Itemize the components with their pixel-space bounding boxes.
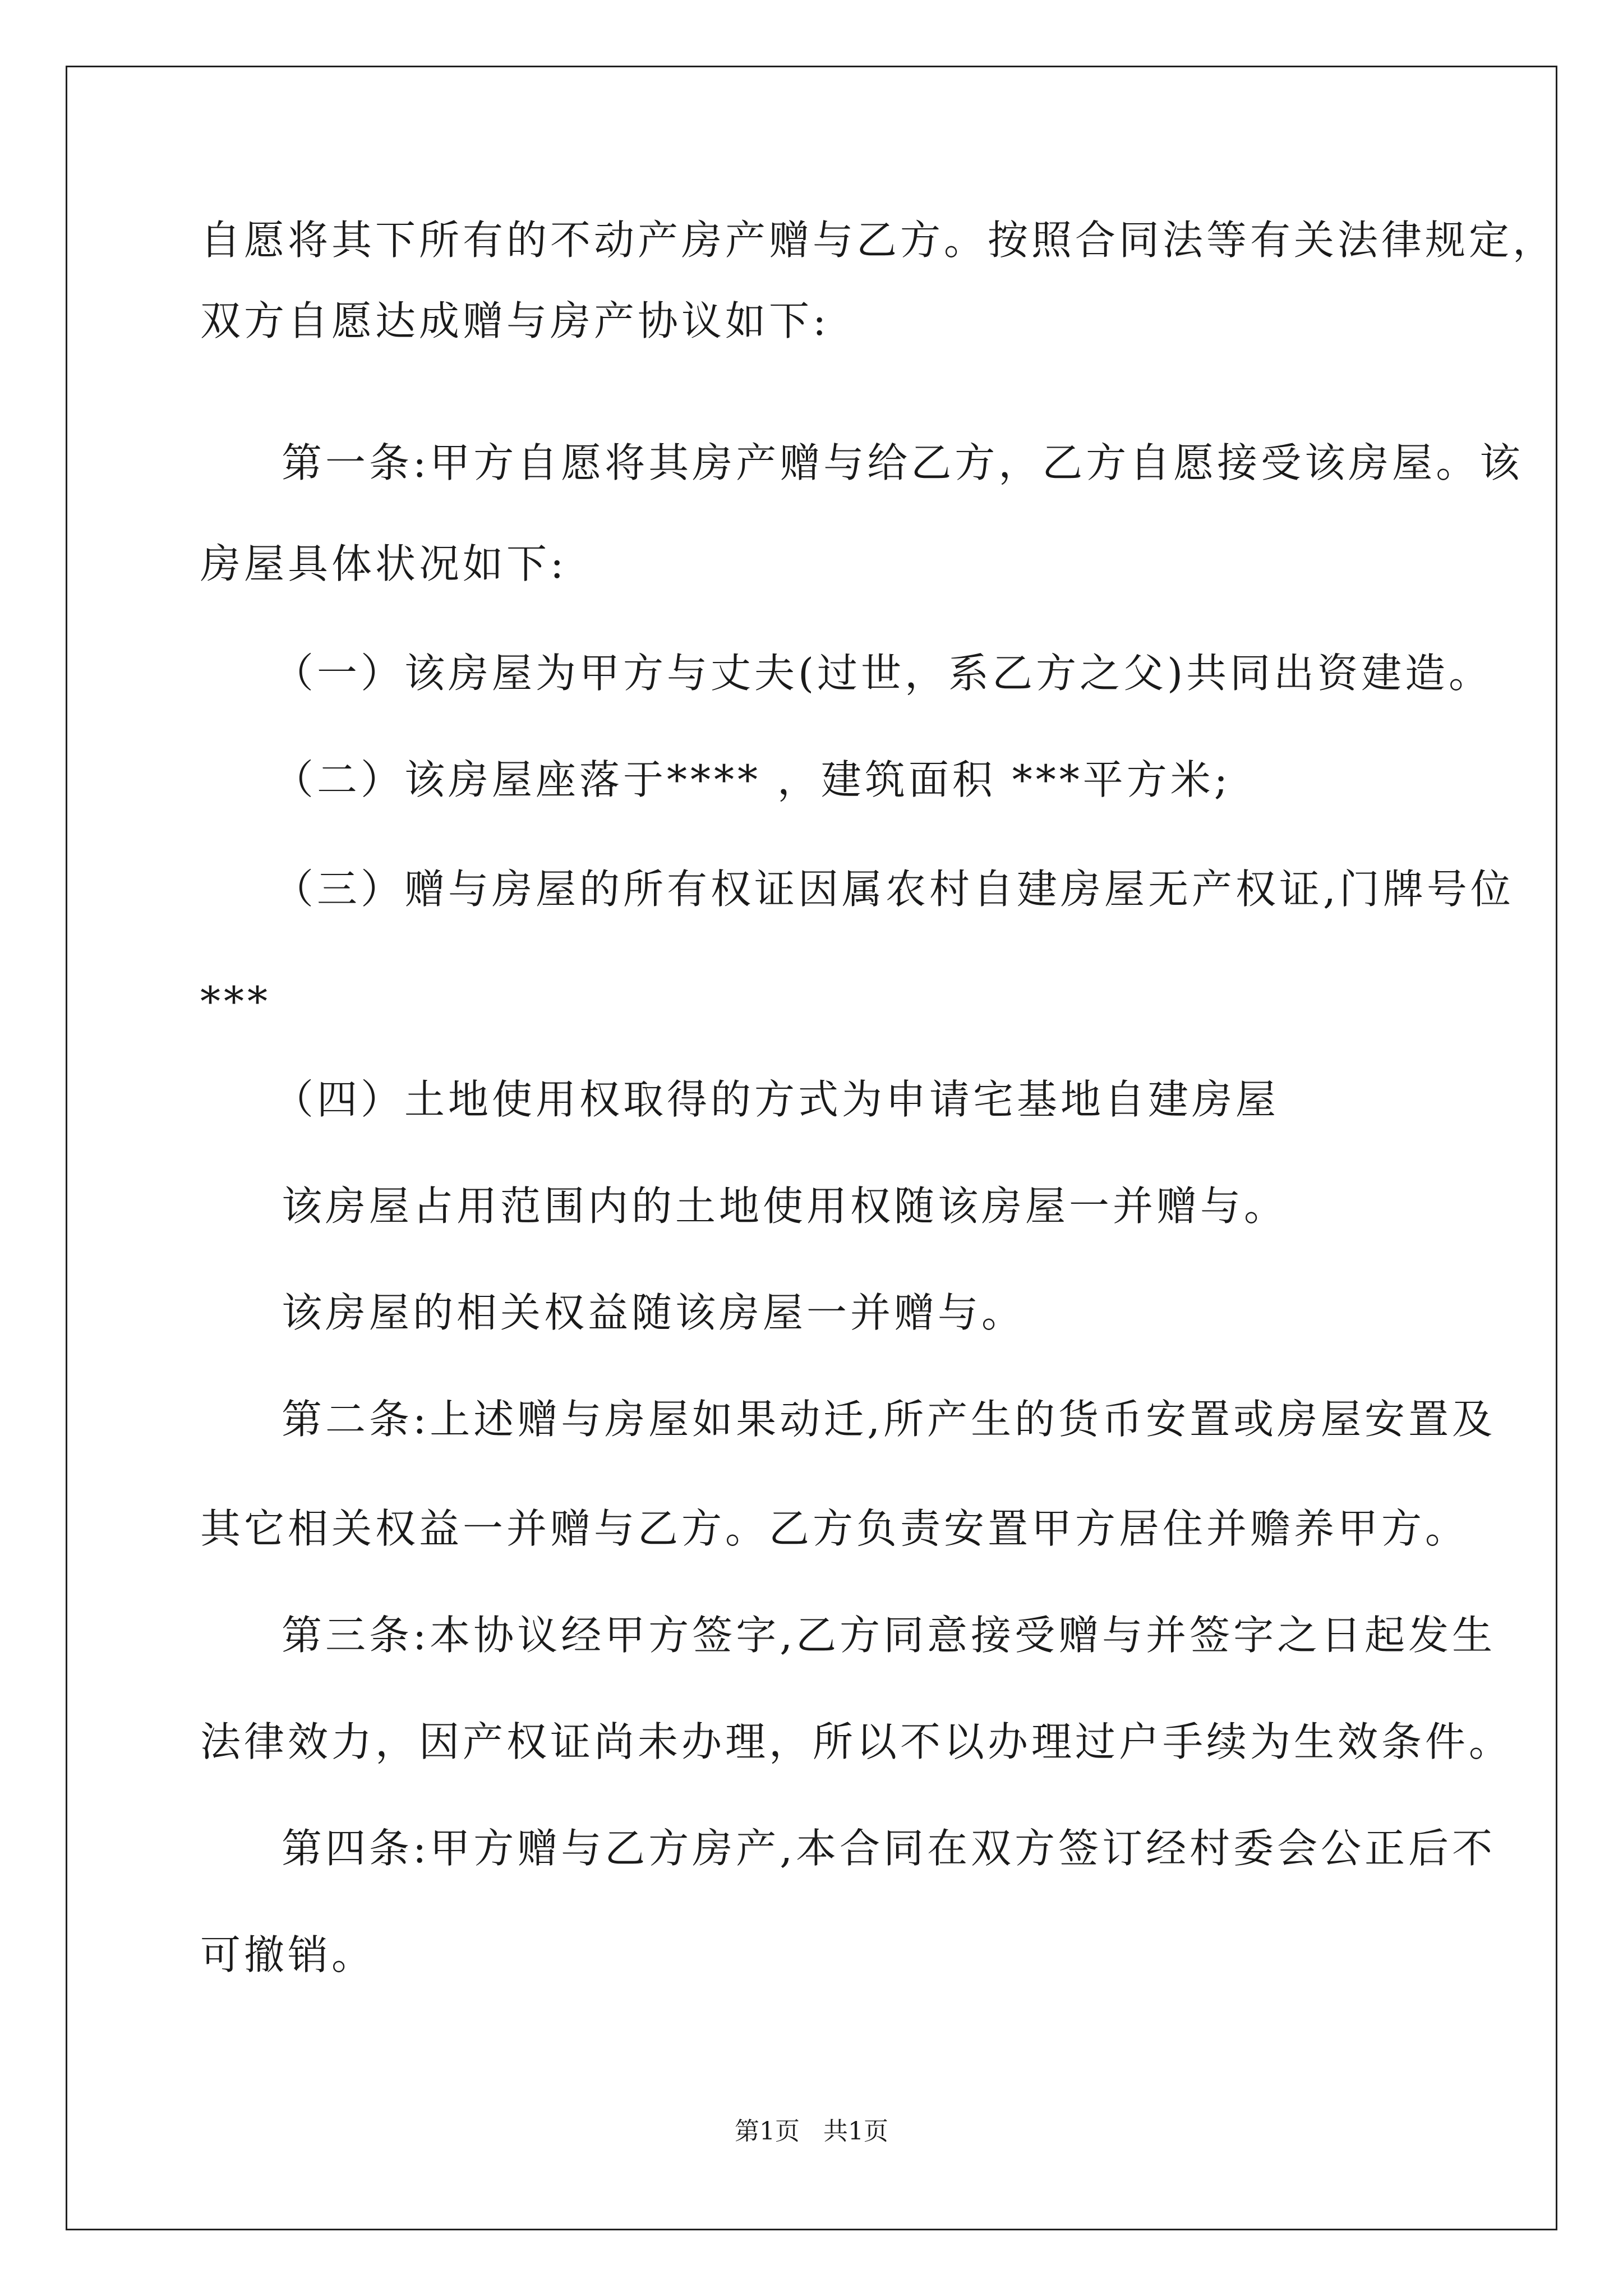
text-line: *** <box>200 978 271 1025</box>
text-line: 双方自愿达成赠与房产协议如下: <box>200 297 830 344</box>
text-line: 可撤销。 <box>200 1931 376 1978</box>
text-line: （一）该房屋为甲方与丈夫(过世，系乙方之父)共同出资建造。 <box>273 650 1493 697</box>
text-line: （二）该房屋座落于**** ，建筑面积 ***平方米; <box>273 756 1232 803</box>
text-line: 第二条:上述赠与房屋如果动迁,所产生的货币安置或房屋安置及 <box>282 1396 1496 1443</box>
page-number-footer: 第1页 共1页 <box>735 2117 888 2146</box>
text-line: 其它相关权益一并赠与乙方。乙方负责安置甲方居住并赡养甲方。 <box>200 1505 1469 1552</box>
page-border <box>66 66 1557 2230</box>
text-line: 第四条:甲方赠与乙方房产,本合同在双方签订经村委会公正后不 <box>282 1825 1496 1872</box>
text-line: 该房屋的相关权益随该房屋一并赠与。 <box>282 1289 1026 1336</box>
text-line: 房屋具体状况如下: <box>200 540 568 587</box>
text-line: 第一条:甲方自愿将其房产赠与给乙方，乙方自愿接受该房屋。该 <box>282 439 1524 486</box>
text-line: 自愿将其下所有的不动产房产赠与乙方。按照合同法等有关法律规定， <box>200 217 1557 264</box>
text-line: 法律效力，因产权证尚未办理，所以不以办理过户手续为生效条件。 <box>200 1718 1513 1765</box>
text-line: 该房屋占用范围内的土地使用权随该房屋一并赠与。 <box>282 1182 1288 1230</box>
text-line: 第三条:本协议经甲方签字,乙方同意接受赠与并签字之日起发生 <box>282 1612 1496 1659</box>
text-line: （四）土地使用权取得的方式为申请宅基地自建房屋 <box>273 1076 1280 1123</box>
text-line: （三）赠与房屋的所有权证因属农村自建房屋无产权证,门牌号位 <box>273 866 1514 913</box>
